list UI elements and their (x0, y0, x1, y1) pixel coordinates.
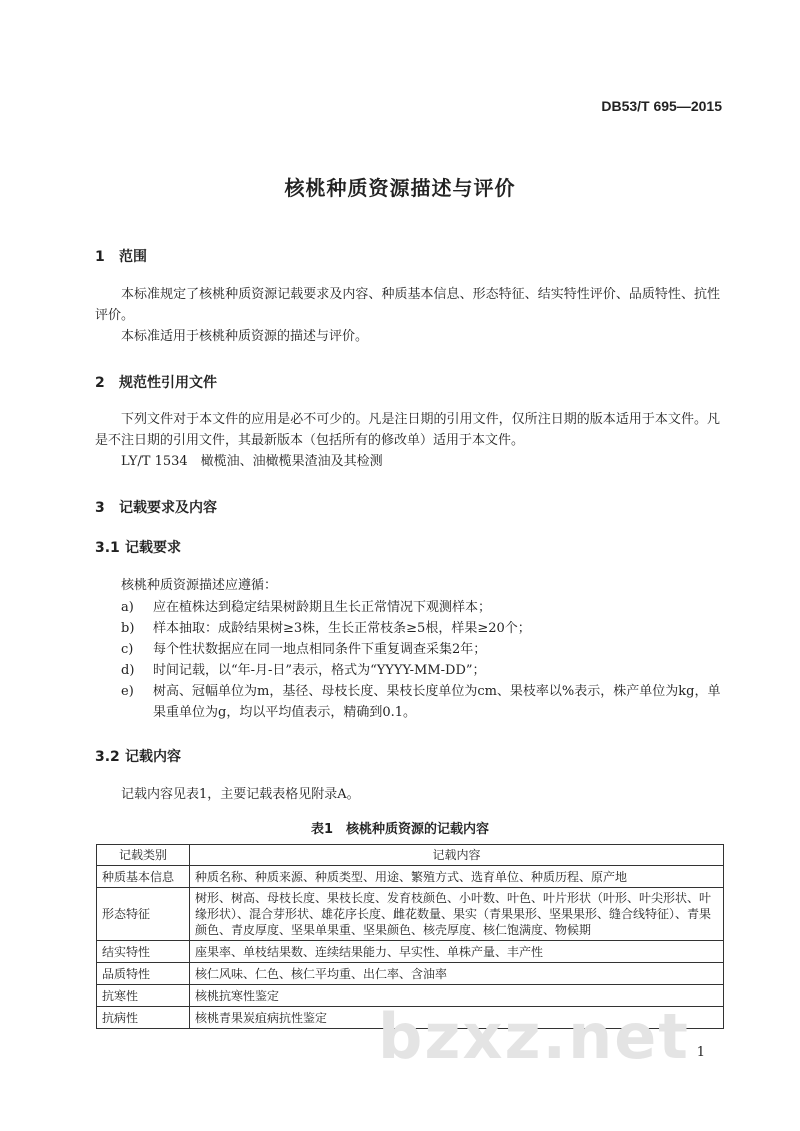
section-title: 记载要求及内容 (119, 500, 217, 516)
section-title: 记载要求 (125, 540, 181, 556)
section-title: 规范性引用文件 (119, 375, 217, 391)
table-header-cell: 记载类别 (97, 845, 190, 866)
list-item (121, 618, 721, 639)
list-marker: d) (121, 663, 135, 678)
list-marker: c) (121, 642, 134, 657)
list-item (121, 660, 721, 681)
table-header-row (97, 845, 724, 866)
section-title: 范围 (119, 249, 147, 265)
list-text: 应在植株达到稳定结果树龄期且生长正常情况下观测样本； (153, 600, 492, 615)
table-cell-category: 结实特性 (97, 941, 190, 963)
section-3-heading (95, 497, 217, 517)
section-number: 2 (95, 375, 105, 391)
table-cell-content: 树形、树高、母枝长度、果枝长度、发育枝颜色、小叶数、叶色、叶片形状（叶形、叶尖形状、叶缘形状）、混合芽形状、雄花序长度、雌花数量、果实（青果果形、坚果果形、缝合线特征）、青果颜色、青皮厚度、坚果单果重、坚果颜色、核壳厚度、核仁饱满度、物候期 (190, 888, 724, 941)
table-cell-category: 抗病性 (97, 1007, 190, 1029)
section-title: 记载内容 (125, 749, 181, 765)
document-title: 核桃种质资源描述与评价 (284, 176, 516, 200)
contents-paragraph: 记载内容见表1，主要记载表格见附录A。 (121, 787, 360, 802)
watermark: bzxz.net (378, 1000, 690, 1073)
section-3-2-heading (95, 746, 181, 766)
table-cell-category: 品质特性 (97, 963, 190, 985)
standard-code: DB53/T 695—2015 (601, 98, 722, 114)
section-number: 3 (95, 500, 105, 516)
reference-item: LY/T 1534 橄榄油、油橄榄果渣油及其检测 (121, 454, 383, 469)
section-number: 3.1 (95, 540, 120, 556)
section-number: 1 (95, 249, 105, 265)
section-number: 3.2 (95, 749, 120, 765)
list-marker: b) (121, 621, 135, 636)
list-item (121, 639, 721, 660)
table-row (97, 866, 724, 888)
section-2-heading (95, 372, 217, 392)
table-cell-content: 核桃青果炭疽病抗性鉴定 (190, 1007, 724, 1029)
list-text: 样本抽取：成龄结果树≥3株，生长正常枝条≥5根，样果≥20个； (153, 621, 531, 636)
scope-paragraph-1: 本标准规定了核桃种质资源记载要求及内容、种质基本信息、形态特征、结实特性评价、品质特性、抗性评价。 (95, 287, 720, 323)
list-text: 树高、冠幅单位为m，基径、母枝长度、果枝长度单位为cm、果枝率以%表示，株产单位为kg，单果重单位为g，均以平均值表示，精确到0.1。 (153, 684, 721, 720)
table-row (97, 963, 724, 985)
table-cell-content: 座果率、单枝结果数、连续结果能力、早实性、单株产量、丰产性 (190, 941, 724, 963)
requirements-intro: 核桃种质资源描述应遵循： (121, 578, 278, 593)
table-cell-category: 种质基本信息 (97, 866, 190, 888)
table-cell-category: 抗寒性 (97, 985, 190, 1007)
table-cell-content: 核仁风味、仁色、核仁平均重、出仁率、含油率 (190, 963, 724, 985)
page-number: 1 (696, 1045, 705, 1060)
references-paragraph: 下列文件对于本文件的应用是必不可少的。凡是注日期的引用文件，仅所注日期的版本适用于本文件。凡是不注日期的引用文件，其最新版本（包括所有的修改单）适用于本文件。 (95, 412, 720, 448)
table-cell-content: 种质名称、种质来源、种质类型、用途、繁殖方式、选育单位、种质历程、原产地 (190, 866, 724, 888)
list-item (121, 681, 721, 723)
table-header-cell: 记载内容 (190, 845, 724, 866)
table-caption: 表1 核桃种质资源的记载内容 (310, 822, 490, 837)
table-cell-content: 核桃抗寒性鉴定 (190, 985, 724, 1007)
list-marker: a) (121, 600, 134, 615)
section-1-heading (95, 246, 147, 266)
table-cell-category: 形态特征 (97, 888, 190, 941)
list-item (121, 597, 721, 618)
table-row (97, 888, 724, 941)
table-row (97, 941, 724, 963)
list-text: 时间记载，以“年-月-日”表示，格式为“YYYY-MM-DD”； (153, 663, 486, 678)
list-text: 每个性状数据应在同一地点相同条件下重复调查采集2年； (153, 642, 487, 657)
requirements-list (121, 597, 721, 723)
list-marker: e) (121, 684, 134, 699)
section-3-1-heading (95, 537, 181, 557)
scope-paragraph-2: 本标准适用于核桃种质资源的描述与评价。 (121, 329, 369, 344)
